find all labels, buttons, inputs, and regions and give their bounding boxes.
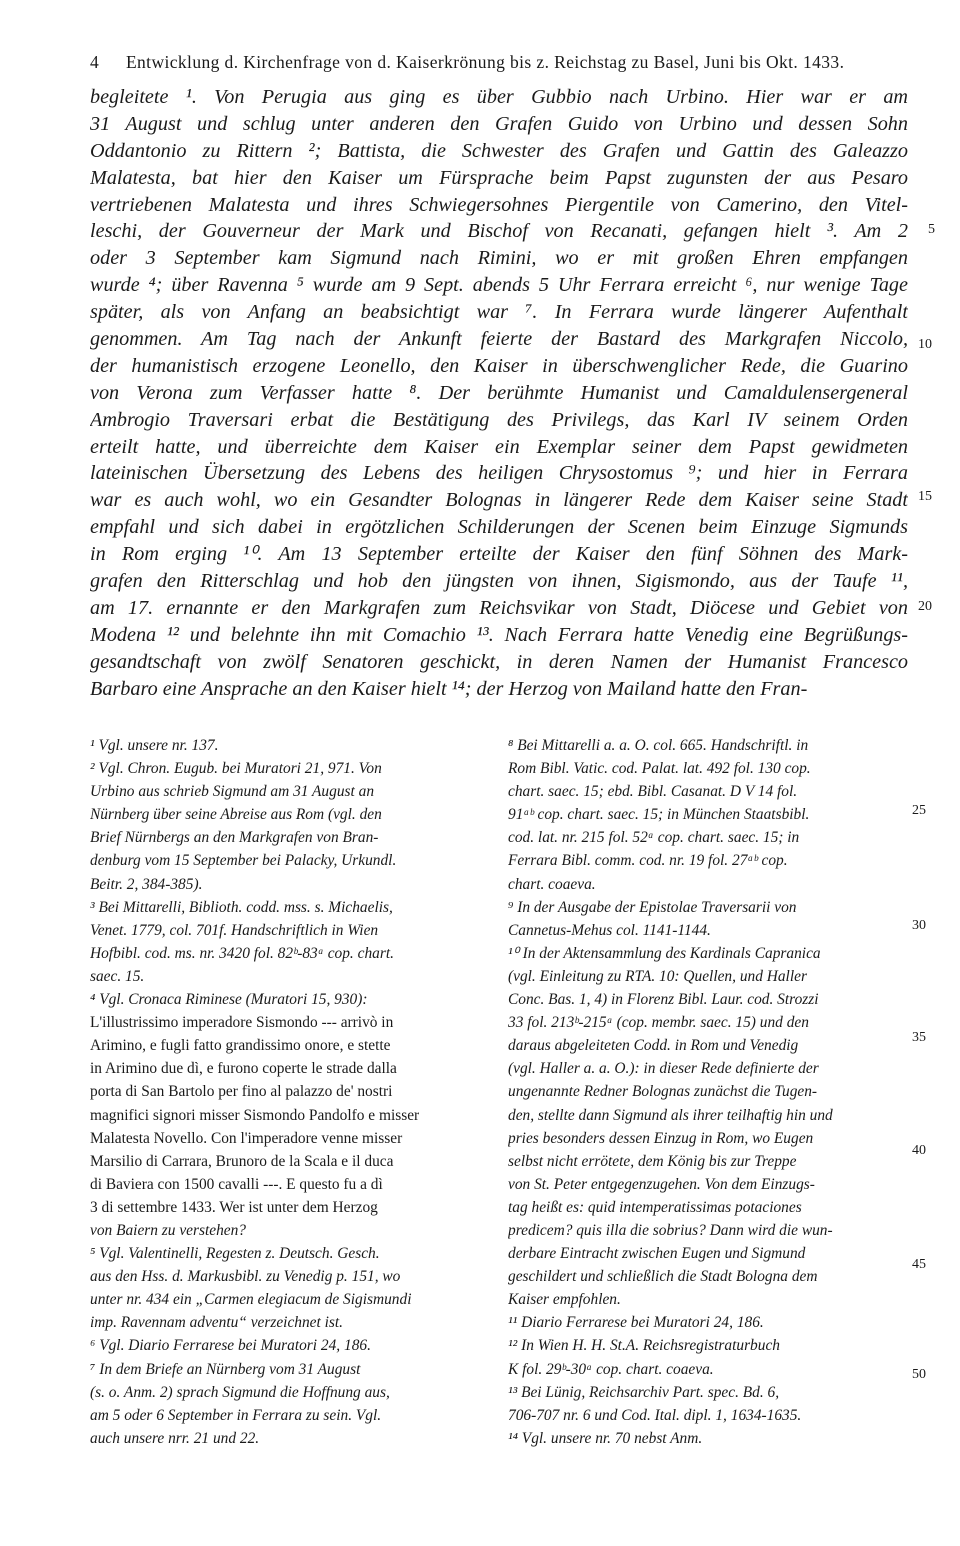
main-text-line: oder 3 September kam Sigmund nach Rimini, wo er mit großen Ehren empfangen <box>90 247 908 270</box>
footnote-line: denburg vom 15 September bei Palacky, Urkundl. <box>90 852 397 870</box>
line-number: 40 <box>912 1143 926 1158</box>
footnote-line: K fol. 29ᵇ-30ᵃ cop. chart. coaeva. <box>508 1360 714 1378</box>
footnote-line: ⁴ Vgl. Cronaca Riminese (Muratori 15, 930): <box>90 991 368 1009</box>
footnote-line: auch unsere nrr. 21 und 22. <box>90 1429 260 1447</box>
footnote-line: Beitr. 2, 384-385). <box>90 875 203 893</box>
footnote-line: Rom Bibl. Vatic. cod. Palat. lat. 492 fol. 130 cop. <box>508 760 811 778</box>
main-text-line: Ambrogio Traversari erbat die Bestätigung des Privilegs, das Karl IV seinem Orden <box>90 408 908 431</box>
main-text-line: Malatesta, bat hier den Kaiser um Fürsprache beim Papst zugunsten der aus Pesaro <box>90 166 908 189</box>
footnote-line: aus den Hss. d. Markusbibl. zu Venedig p. 151, wo <box>90 1268 401 1286</box>
main-text-line: leschi, der Gouverneur der Mark und Bischof von Recanati, gefangen hielt ³. Am 2 <box>90 220 908 243</box>
main-text-line: lateinischen Übersetzung des Lebens des heiligen Chrysostomus ⁹; und hier in Ferrara <box>90 462 908 485</box>
main-text-line: der humanistisch erzogene Leonello, den Kaiser in überschwenglicher Rede, die Guarino <box>90 354 908 377</box>
main-text-line: wurde ⁴; über Ravenna ⁵ wurde am 9 Sept. abends 5 Uhr Ferrara erreicht ⁶, nur wenige Tage <box>90 274 908 297</box>
footnote-line: ⁸ Bei Mittarelli a. a. O. col. 665. Handschriftl. in <box>508 737 809 754</box>
line-number: 35 <box>912 1030 926 1045</box>
main-text-line: von Verona zum Verfasser hatte ⁸. Der berühmte Humanist und Camaldulensergeneral <box>90 381 908 404</box>
footnote-line: ¹¹ Diario Ferrarese bei Muratori 24, 186. <box>508 1314 764 1332</box>
page-number: 4 <box>90 52 100 72</box>
footnotes-right-column <box>508 734 906 1450</box>
footnote-line: geschildert und schließlich die Stadt Bologna dem <box>508 1268 818 1286</box>
footnote-line: pries besonders dessen Einzug in Rom, wo Eugen <box>508 1129 814 1147</box>
footnote-line: predicem? quis illa die sobrius? Dann wird die wun- <box>508 1221 833 1239</box>
footnote-line: von Baiern zu verstehen? <box>90 1221 247 1239</box>
footnote-line: ¹² In Wien H. H. St.A. Reichsregistraturbuch <box>508 1337 780 1355</box>
main-text-line: erteilt hatte, und überreichte dem Kaiser ein Exemplar seiner dem Papst gewidmeten <box>90 435 908 458</box>
footnote-line: Nürnberg über seine Abreise aus Rom (vgl. den <box>90 806 382 824</box>
running-title: Entwicklung d. Kirchenfrage von d. Kaiserkrönung bis z. Reichstag zu Basel, Juni bis Okt. 1433. <box>125 52 845 72</box>
main-text-line: war es auch wohl, wo ein Gesandter Bolognas in längerer Rede dem Kaiser seine Stadt <box>90 489 908 512</box>
line-number: 50 <box>912 1367 926 1382</box>
footnotes-left-column <box>90 734 490 1450</box>
footnote-line: (vgl. Einleitung zu RTA. 10: Quellen, und Haller <box>508 967 807 985</box>
main-text-line: in Rom erging ¹⁰. Am 13 September erteilte der Kaiser den fünf Söhnen des Mark- <box>90 543 908 566</box>
footnote-line: Cannetus-Mehus col. 1141-1144. <box>508 921 711 939</box>
footnote-line: Venet. 1779, col. 701f. Handschriftlich in Wien <box>90 921 379 939</box>
footnote-line: 91ᵃᵇ cop. chart. saec. 15; in München Staatsbibl. <box>508 806 810 824</box>
main-text-line: später, als von Anfang an beabsichtigt war ⁷. In Ferrara wurde längerer Aufenthalt <box>90 301 908 324</box>
main-text-line: 31 August und schlug unter anderen den Grafen Guido von Urbino und dessen Sohn <box>90 112 908 135</box>
footnote-line: ⁵ Vgl. Valentinelli, Regesten z. Deutsch. Gesch. <box>90 1245 380 1263</box>
footnote-line: unter nr. 434 ein „Carmen elegiacum de Sigismundi <box>90 1291 412 1309</box>
footnote-line: (s. o. Anm. 2) sprach Sigmund die Hoffnung aus, <box>90 1383 390 1401</box>
main-text-line: vertriebenen Malatesta und ihres Schwiegersohnes Piergentile von Camerino, den Vitel- <box>90 193 908 216</box>
line-number: 5 <box>928 222 935 237</box>
footnote-line: 706-707 nr. 6 und Cod. Ital. dipl. 1, 1634-1635. <box>508 1406 802 1424</box>
footnote-line: di Baviera con 1500 cavalli ---. E questo fu a dì <box>90 1175 383 1193</box>
main-text-line: Barbaro eine Ansprache an den Kaiser hielt ¹⁴; der Herzog von Mailand hatte den Fran- <box>90 677 808 700</box>
main-text-line: grafen den Ritterschlag und hob den jüngsten von ihnen, Sigismondo, aus der Taufe ¹¹, <box>90 570 908 593</box>
footnote-line: Ferrara Bibl. comm. cod. nr. 19 fol. 27ᵃᵇ cop. <box>508 852 788 870</box>
footnote-line: daraus abgeleiteten Codd. in Rom und Venedig <box>508 1037 799 1055</box>
footnote-line: tag heißt es: quid intemperatissimas potaciones <box>508 1198 802 1216</box>
running-header <box>90 52 905 73</box>
main-text <box>90 84 908 702</box>
footnote-line: Hofbibl. cod. ms. nr. 3420 fol. 82ᵇ-83ᵃ cop. chart. <box>90 944 394 962</box>
footnote-line: L'illustrissimo imperadore Sismondo --- arrivò in <box>90 1014 394 1032</box>
footnote-line: chart. coaeva. <box>508 875 596 893</box>
footnote-line: ungenannte Redner Bolognas zunächst die Tugen- <box>508 1083 818 1101</box>
main-text-line: genommen. Am Tag nach der Ankunft feierte der Bastard des Markgrafen Niccolo, <box>90 328 908 351</box>
footnote-line: ² Vgl. Chron. Eugub. bei Muratori 21, 971. Von <box>90 760 382 778</box>
footnote-line: Malatesta Novello. Con l'imperadore venne misser <box>90 1129 403 1147</box>
main-text-line: gesandtschaft von zwölf Senatoren geschickt, in deren Namen der Humanist Francesco <box>90 650 908 673</box>
footnote-line: (vgl. Haller a. a. O.): in dieser Rede definierte der <box>508 1060 819 1078</box>
footnote-line: von St. Peter entgegenzugehen. Von dem Einzugs- <box>508 1175 815 1193</box>
main-text-line: Modena ¹² und belehnte ihn mit Comachio ¹³. Nach Ferrara hatte Venedig eine Begrüßungs- <box>90 623 908 646</box>
footnote-line: in Arimino due dì, e furono coperte le strade dalla <box>90 1060 397 1078</box>
line-number: 15 <box>918 489 932 504</box>
footnote-line: ⁷ In dem Briefe an Nürnberg vom 31 August <box>90 1360 361 1378</box>
footnote-line: ⁶ Vgl. Diario Ferrarese bei Muratori 24, 186. <box>90 1337 371 1355</box>
footnote-line: am 5 oder 6 September in Ferrara zu sein. Vgl. <box>90 1406 382 1424</box>
footnote-line: magnifici signori misser Sismondo Pandolfo e misser <box>90 1106 420 1124</box>
footnote-line: saec. 15. <box>90 967 145 985</box>
footnote-line: 3 di settembre 1433. Wer ist unter dem Herzog <box>90 1198 378 1216</box>
footnote-line: selbst nicht errötete, dem König bis zur Treppe <box>508 1152 797 1170</box>
line-number: 30 <box>912 918 926 933</box>
footnote-line: ¹ Vgl. unsere nr. 137. <box>90 737 219 754</box>
footnote-line: ³ Bei Mittarelli, Biblioth. codd. mss. s. Michaelis, <box>90 898 393 916</box>
footnote-line: Urbino aus schrieb Sigmund am 31 August an <box>90 783 375 801</box>
footnote-line: ¹³ Bei Lünig, Reichsarchiv Part. spec. Bd. 6, <box>508 1383 780 1401</box>
footnote-line: 33 fol. 213ᵇ-215ᵃ (cop. membr. saec. 15) und den <box>508 1014 809 1032</box>
footnote-line: Brief Nürnbergs an den Markgrafen von Bran- <box>90 829 379 847</box>
line-number: 10 <box>918 337 932 352</box>
footnote-line: den, stellte dann Sigmund als ihrer teilhaftig hin und <box>508 1106 833 1124</box>
main-text-line: begleitete ¹. Von Perugia aus ging es über Gubbio nach Urbino. Hier war er am <box>90 86 908 108</box>
footnote-line: Marsilio di Carrara, Brunoro de la Scala e il duca <box>90 1152 394 1170</box>
footnote-line: Conc. Bas. 1, 4) in Florenz Bibl. Laur. cod. Strozzi <box>508 991 819 1009</box>
footnote-line: porta di San Bartolo per fino al palazzo de' nostri <box>90 1083 393 1101</box>
main-text-line: am 17. ernannte er den Markgrafen zum Reichsvikar von Stadt, Diöcese und Gebiet von <box>90 596 908 619</box>
main-text-line: empfahl und sich dabei in ergötzlichen Schilderungen der Scenen beim Einzuge Sigmunds <box>90 516 908 539</box>
footnote-line: ⁹ In der Ausgabe der Epistolae Traversarii von <box>508 898 797 916</box>
footnote-line: derbare Eintracht zwischen Eugen und Sigmund <box>508 1245 806 1263</box>
footnote-line: Arimino, e fugli fatto grandissimo onore, e stette <box>90 1037 391 1055</box>
footnote-line: chart. saec. 15; ebd. Bibl. Casanat. D V 14 fol. <box>508 783 798 801</box>
line-number: 20 <box>918 599 932 614</box>
footnote-line: Kaiser empfohlen. <box>508 1291 621 1309</box>
main-text-line: Oddantonio zu Rittern ²; Battista, die Schwester des Grafen und Gattin des Galeazzo <box>90 139 908 162</box>
footnote-line: imp. Ravennam adventu“ verzeichnet ist. <box>90 1314 344 1332</box>
line-number: 45 <box>912 1257 926 1272</box>
footnote-line: ¹⁴ Vgl. unsere nr. 70 nebst Anm. <box>508 1429 703 1447</box>
footnote-line: ¹⁰ In der Aktensammlung des Kardinals Capranica <box>508 944 821 962</box>
footnote-line: cod. lat. nr. 215 fol. 52ᵃ cop. chart. saec. 15; in <box>508 829 800 847</box>
line-number: 25 <box>912 803 926 818</box>
